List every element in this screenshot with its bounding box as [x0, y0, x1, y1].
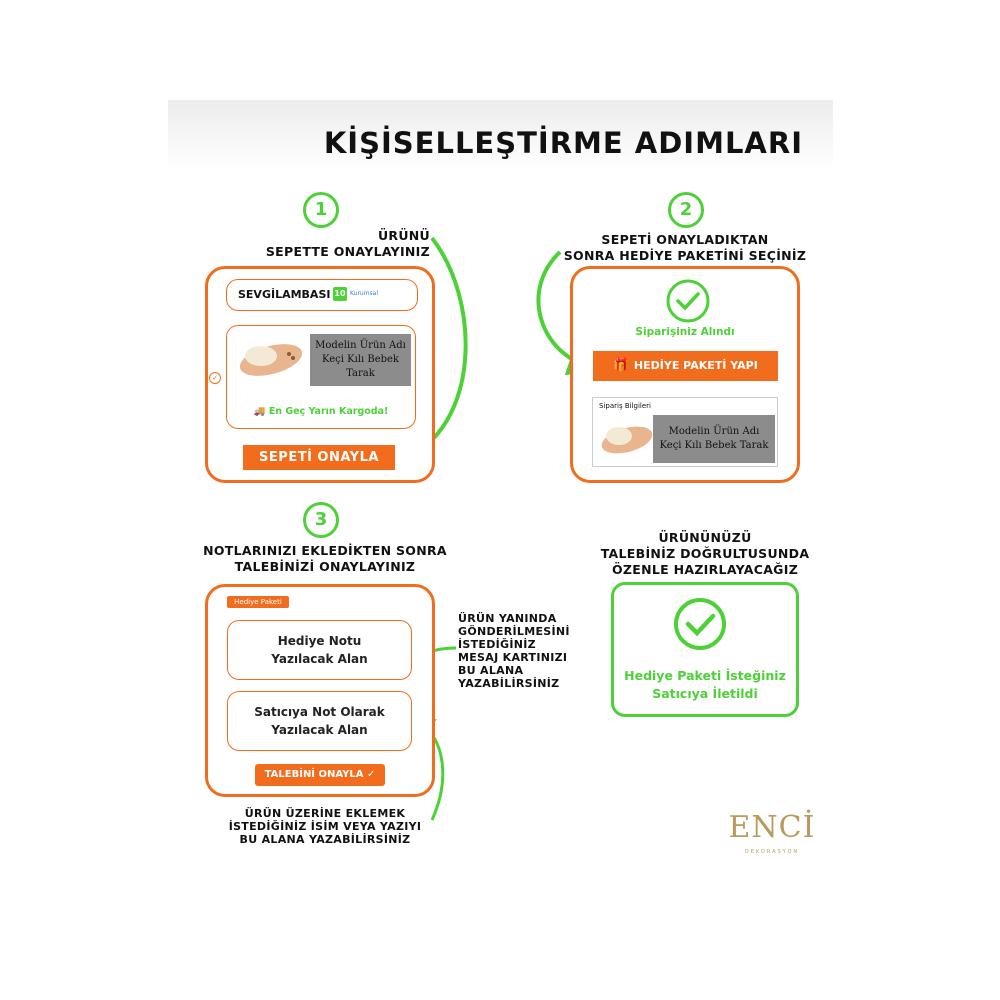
step-number-3: 3: [303, 502, 339, 538]
step2-caption-line: SEPETİ ONAYLADIKTAN: [601, 232, 769, 247]
final-caption-line: ÖZENLE HAZIRLAYACAĞIZ: [611, 562, 799, 577]
cargo-info: [227, 406, 415, 417]
field-label: Yazılacak Alan: [271, 652, 368, 666]
brush-image: [235, 334, 307, 386]
step1-caption-line: SEPETTE ONAYLAYINIZ: [265, 244, 430, 259]
step1-caption: [230, 228, 430, 260]
check-icon: ✓: [363, 769, 376, 780]
explanation-line: BU ALANA: [458, 664, 524, 677]
gift-icon: 🎁: [613, 358, 634, 373]
product-line: Modelin Ürün Adı: [315, 340, 406, 351]
confirm-request-label: TALEBİNİ ONAYLA: [264, 769, 364, 780]
rating-badge: 10: [333, 287, 347, 301]
explanation-line: GÖNDERİLMESİNİ: [458, 625, 570, 638]
order-info-panel: [592, 397, 778, 467]
product-line: Modelin Ürün Adı: [668, 426, 760, 437]
confirm-request-button[interactable]: [255, 764, 385, 786]
page-title: KİŞİSELLEŞTİRME ADIMLARI: [323, 126, 803, 160]
order-received-text: Siparişiniz Alındı: [635, 326, 735, 338]
product-card: [226, 325, 416, 429]
seller-note-explanation: [215, 807, 435, 846]
seller-note-field[interactable]: [227, 691, 412, 751]
step-number-1: 1: [303, 192, 339, 228]
check-circle-icon: [665, 278, 711, 324]
truck-icon: 🚚: [253, 406, 269, 417]
final-caption-line: TALEBİNİZ DOĞRULTUSUNDA: [600, 546, 810, 561]
brush-image: [597, 414, 655, 462]
product-name-placeholder: [310, 334, 411, 386]
gift-button-label: HEDİYE PAKETİ YAPI: [633, 359, 758, 372]
order-info-title: Sipariş Bilgileri: [599, 402, 651, 410]
step1-caption-line: ÜRÜNÜ: [377, 228, 430, 243]
field-label: Satıcıya Not Olarak: [254, 705, 385, 719]
product-name-placeholder: [653, 415, 775, 463]
shop-name: SEVGİLAMBASI: [238, 288, 331, 301]
explanation-line: ÜRÜN YANINDA: [458, 612, 557, 625]
gift-note-explanation: [458, 612, 598, 690]
step2-caption-line: SONRA HEDİYE PAKETİNİ SEÇİNİZ: [563, 248, 807, 263]
explanation-line: YAZABİLİRSİNİZ: [458, 677, 560, 690]
explanation-line: BU ALANA YAZABİLİRSİNİZ: [239, 833, 411, 846]
status-line: Satıcıya İletildi: [652, 686, 758, 701]
brand-subtitle: DEKORASYON: [744, 849, 800, 855]
field-label: Yazılacak Alan: [271, 723, 368, 737]
corporate-badge: Kurumsal: [350, 290, 379, 297]
step3-caption-line: TALEBİNİZİ ONAYLAYINIZ: [234, 559, 416, 574]
check-circle-icon: [672, 596, 728, 652]
status-line: Hediye Paketi İsteğiniz: [624, 668, 786, 683]
step3-caption-line: NOTLARINIZI EKLEDİKTEN SONRA: [203, 543, 447, 558]
gift-package-tag: Hediye Paketi: [227, 596, 289, 608]
product-line: Keçi Kılı Bebek Tarak: [322, 354, 399, 379]
product-line: Keçi Kılı Bebek Tarak: [659, 440, 769, 451]
final-status-text: [611, 667, 799, 703]
final-caption-line: ÜRÜNÜNÜZÜ: [658, 530, 752, 545]
cargo-text: En Geç Yarın Kargoda!: [268, 406, 389, 417]
step-number-2: 2: [668, 192, 704, 228]
gift-package-button[interactable]: [593, 351, 778, 381]
step2-caption: [560, 232, 810, 264]
explanation-line: İSTEDİĞİNİZ İSİM VEYA YAZIYI: [228, 820, 422, 833]
confirm-cart-button[interactable]: SEPETİ ONAYLA: [243, 445, 395, 470]
explanation-line: İSTEDİĞİNİZ: [458, 638, 536, 651]
gift-note-field[interactable]: [227, 620, 412, 680]
explanation-line: MESAJ KARTINIZI: [458, 651, 568, 664]
step3-caption: [195, 543, 455, 575]
select-check-icon[interactable]: ✓: [209, 372, 221, 384]
final-caption: [585, 530, 825, 578]
field-label: Hediye Notu: [277, 634, 362, 648]
shop-header: [226, 279, 418, 311]
brand-logo: ENCİ: [728, 810, 816, 845]
explanation-line: ÜRÜN ÜZERİNE EKLEMEK: [244, 807, 406, 820]
